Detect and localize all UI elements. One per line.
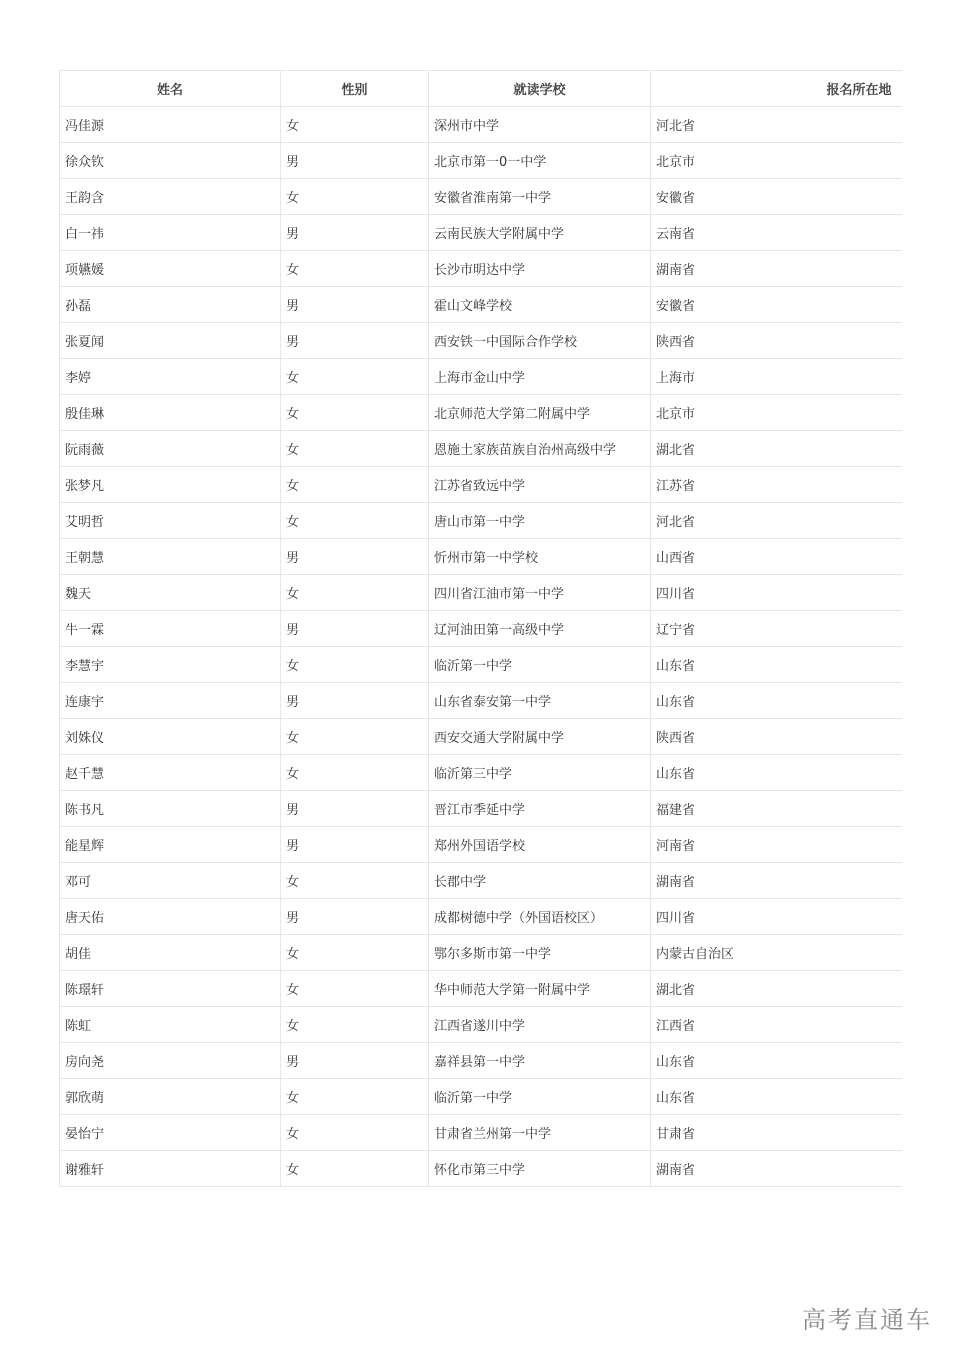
header-row [60, 71, 902, 107]
cell-region: 湖北省 [651, 971, 902, 1007]
cell-region: 江西省 [651, 1007, 902, 1043]
cell-region: 山东省 [651, 1043, 902, 1079]
watermark-text: 高考直通车 [802, 1306, 932, 1334]
table-row [60, 431, 902, 467]
cell-region: 河南省 [651, 827, 902, 863]
cell-region: 湖南省 [651, 251, 902, 287]
cell-name: 李慧宇 [60, 647, 281, 683]
cell-name: 白一祎 [60, 215, 281, 251]
cell-gender: 女 [281, 467, 429, 503]
cell-region: 山西省 [651, 539, 902, 575]
cell-gender: 女 [281, 935, 429, 971]
table-row [60, 395, 902, 431]
table-row [60, 107, 902, 143]
cell-gender: 女 [281, 395, 429, 431]
cell-school: 临沂第一中学 [429, 1079, 651, 1115]
cell-gender: 男 [281, 287, 429, 323]
table-row [60, 467, 902, 503]
cell-name: 冯佳源 [60, 107, 281, 143]
cell-region: 安徽省 [651, 287, 902, 323]
table-row [60, 323, 902, 359]
cell-gender: 女 [281, 863, 429, 899]
cell-school: 忻州市第一中学校 [429, 539, 651, 575]
cell-school: 辽河油田第一高级中学 [429, 611, 651, 647]
cell-name: 房向尧 [60, 1043, 281, 1079]
cell-gender: 男 [281, 683, 429, 719]
cell-region: 湖北省 [651, 431, 902, 467]
table-row [60, 791, 902, 827]
cell-name: 陈虹 [60, 1007, 281, 1043]
cell-name: 李婷 [60, 359, 281, 395]
cell-name: 连康宇 [60, 683, 281, 719]
cell-school: 长沙市明达中学 [429, 251, 651, 287]
cell-gender: 女 [281, 1079, 429, 1115]
cell-name: 殷佳琳 [60, 395, 281, 431]
cell-gender: 女 [281, 251, 429, 287]
cell-region: 山东省 [651, 755, 902, 791]
cell-gender: 女 [281, 719, 429, 755]
cell-gender: 男 [281, 791, 429, 827]
cell-school: 唐山市第一中学 [429, 503, 651, 539]
table-row [60, 647, 902, 683]
table-row [60, 143, 902, 179]
cell-name: 赵千慧 [60, 755, 281, 791]
cell-gender: 男 [281, 827, 429, 863]
cell-gender: 男 [281, 539, 429, 575]
student-table-container [59, 70, 901, 1187]
cell-gender: 女 [281, 1007, 429, 1043]
cell-region: 福建省 [651, 791, 902, 827]
cell-school: 成都树德中学（外国语校区） [429, 899, 651, 935]
cell-school: 嘉祥县第一中学 [429, 1043, 651, 1079]
cell-name: 魏天 [60, 575, 281, 611]
cell-school: 晋江市季延中学 [429, 791, 651, 827]
cell-name: 艾明哲 [60, 503, 281, 539]
cell-school: 四川省江油市第一中学 [429, 575, 651, 611]
cell-name: 晏怡宁 [60, 1115, 281, 1151]
cell-name: 王朝慧 [60, 539, 281, 575]
cell-name: 郭欣萌 [60, 1079, 281, 1115]
cell-name: 孙磊 [60, 287, 281, 323]
cell-school: 西安交通大学附属中学 [429, 719, 651, 755]
cell-school: 临沂第一中学 [429, 647, 651, 683]
cell-gender: 男 [281, 611, 429, 647]
cell-name: 项嬿媛 [60, 251, 281, 287]
header-name: 姓名 [60, 71, 281, 107]
student-table [59, 70, 902, 1187]
table-row [60, 1115, 902, 1151]
cell-gender: 男 [281, 1043, 429, 1079]
cell-region: 陕西省 [651, 719, 902, 755]
cell-name: 谢雅轩 [60, 1151, 281, 1187]
table-row [60, 935, 902, 971]
cell-region: 辽宁省 [651, 611, 902, 647]
cell-region: 上海市 [651, 359, 902, 395]
cell-school: 鄂尔多斯市第一中学 [429, 935, 651, 971]
cell-school: 甘肃省兰州第一中学 [429, 1115, 651, 1151]
table-row [60, 251, 902, 287]
cell-name: 邓可 [60, 863, 281, 899]
cell-gender: 男 [281, 215, 429, 251]
table-row [60, 215, 902, 251]
cell-school: 深州市中学 [429, 107, 651, 143]
cell-gender: 女 [281, 647, 429, 683]
cell-school: 怀化市第三中学 [429, 1151, 651, 1187]
table-row [60, 503, 902, 539]
cell-region: 河北省 [651, 503, 902, 539]
table-row [60, 539, 902, 575]
cell-gender: 女 [281, 179, 429, 215]
cell-school: 恩施土家族苗族自治州高级中学 [429, 431, 651, 467]
table-row [60, 971, 902, 1007]
table-header [60, 71, 902, 107]
cell-school: 郑州外国语学校 [429, 827, 651, 863]
cell-gender: 女 [281, 971, 429, 1007]
cell-school: 西安铁一中国际合作学校 [429, 323, 651, 359]
table-row [60, 719, 902, 755]
table-row [60, 1043, 902, 1079]
cell-gender: 女 [281, 1151, 429, 1187]
cell-name: 陈璟轩 [60, 971, 281, 1007]
cell-region: 湖南省 [651, 1151, 902, 1187]
table-row [60, 179, 902, 215]
cell-name: 胡佳 [60, 935, 281, 971]
cell-gender: 女 [281, 431, 429, 467]
cell-school: 华中师范大学第一附属中学 [429, 971, 651, 1007]
cell-school: 安徽省淮南第一中学 [429, 179, 651, 215]
cell-region: 北京市 [651, 395, 902, 431]
cell-region: 山东省 [651, 683, 902, 719]
cell-name: 徐众钦 [60, 143, 281, 179]
cell-region: 四川省 [651, 575, 902, 611]
table-body [60, 107, 902, 1187]
table-row [60, 755, 902, 791]
cell-gender: 男 [281, 323, 429, 359]
cell-region: 四川省 [651, 899, 902, 935]
header-region: 报名所在地 [651, 71, 902, 107]
table-row [60, 1079, 902, 1115]
cell-name: 唐天佑 [60, 899, 281, 935]
cell-school: 云南民族大学附属中学 [429, 215, 651, 251]
cell-gender: 女 [281, 755, 429, 791]
cell-school: 北京师范大学第二附属中学 [429, 395, 651, 431]
cell-region: 山东省 [651, 1079, 902, 1115]
table-row [60, 683, 902, 719]
header-school: 就读学校 [429, 71, 651, 107]
cell-region: 安徽省 [651, 179, 902, 215]
cell-region: 湖南省 [651, 863, 902, 899]
header-gender: 性别 [281, 71, 429, 107]
cell-school: 长郡中学 [429, 863, 651, 899]
cell-name: 刘姝仪 [60, 719, 281, 755]
cell-school: 江西省遂川中学 [429, 1007, 651, 1043]
cell-gender: 女 [281, 359, 429, 395]
cell-gender: 女 [281, 1115, 429, 1151]
cell-name: 陈书凡 [60, 791, 281, 827]
cell-school: 江苏省致远中学 [429, 467, 651, 503]
cell-gender: 女 [281, 575, 429, 611]
table-row [60, 287, 902, 323]
cell-name: 能星辉 [60, 827, 281, 863]
cell-name: 王韵含 [60, 179, 281, 215]
cell-gender: 女 [281, 107, 429, 143]
cell-name: 张夏闻 [60, 323, 281, 359]
table-row [60, 611, 902, 647]
cell-region: 云南省 [651, 215, 902, 251]
table-row [60, 1151, 902, 1187]
table-row [60, 827, 902, 863]
table-row [60, 1007, 902, 1043]
cell-school: 上海市金山中学 [429, 359, 651, 395]
cell-region: 北京市 [651, 143, 902, 179]
cell-region: 河北省 [651, 107, 902, 143]
cell-gender: 女 [281, 503, 429, 539]
cell-school: 山东省泰安第一中学 [429, 683, 651, 719]
cell-school: 北京市第一0一中学 [429, 143, 651, 179]
cell-name: 牛一霖 [60, 611, 281, 647]
cell-school: 霍山文峰学校 [429, 287, 651, 323]
table-row [60, 575, 902, 611]
cell-region: 山东省 [651, 647, 902, 683]
cell-name: 张梦凡 [60, 467, 281, 503]
cell-gender: 男 [281, 899, 429, 935]
cell-gender: 男 [281, 143, 429, 179]
table-row [60, 359, 902, 395]
cell-region: 内蒙古自治区 [651, 935, 902, 971]
cell-region: 陕西省 [651, 323, 902, 359]
cell-region: 江苏省 [651, 467, 902, 503]
table-row [60, 899, 902, 935]
cell-region: 甘肃省 [651, 1115, 902, 1151]
cell-name: 阮雨薇 [60, 431, 281, 467]
cell-school: 临沂第三中学 [429, 755, 651, 791]
table-row [60, 863, 902, 899]
